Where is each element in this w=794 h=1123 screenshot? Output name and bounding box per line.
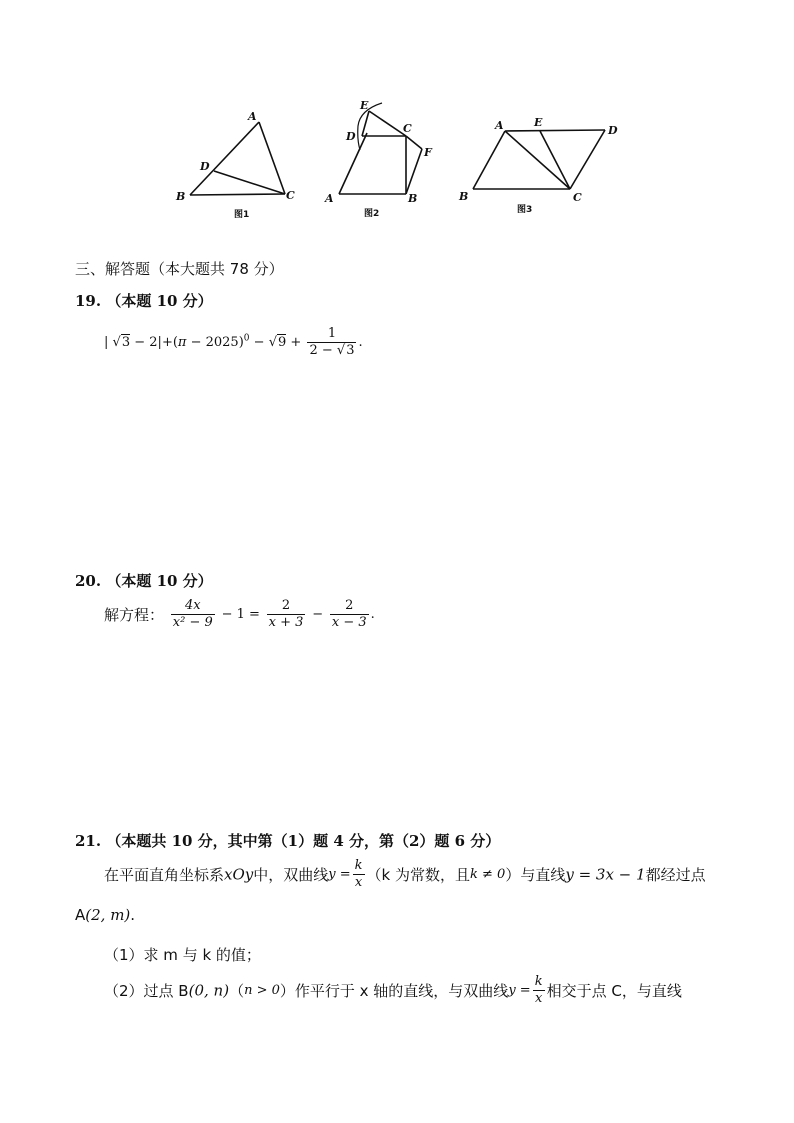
q21-points: （本题共 10 分，其中第（1）题 4 分，第（2）题 6 分） xyxy=(106,832,501,850)
q19-minus-sqrt: − xyxy=(253,335,265,350)
q21-p2-fraction-k-x xyxy=(533,974,545,1007)
q19-minus2: − 2 xyxy=(134,335,158,350)
q20-f2-num: 2 xyxy=(267,598,306,615)
q20-f1-den: x² − 9 xyxy=(172,615,213,630)
q21-part-1: （1）求 m 与 k 的值； xyxy=(104,946,261,964)
figure-2 xyxy=(320,92,450,227)
q21-p2-t1: （2）过点 B xyxy=(104,982,189,1000)
fig1-caption: 图1 xyxy=(234,210,250,220)
q20-fraction-1 xyxy=(171,598,215,631)
fig3-label-c: C xyxy=(573,191,582,204)
q19-exponent: 0 xyxy=(243,333,250,344)
q21-l1-t3: （k 为常数，且 xyxy=(366,866,470,884)
q20-f1-num: 4x xyxy=(171,598,215,615)
q20-f3-den: x − 3 xyxy=(331,615,367,630)
q21-p2-frac-x: x xyxy=(534,991,543,1006)
q19-abs-close: | xyxy=(157,335,162,350)
fig3-label-a: A xyxy=(495,119,504,132)
fig3-line-ec xyxy=(540,131,570,189)
fig1-line-ac xyxy=(259,122,285,194)
section-title: 三、解答题（本大题共 78 分） xyxy=(75,260,284,278)
q19-abs-open: | xyxy=(104,335,109,350)
fig2-label-e: E xyxy=(360,99,369,112)
fig1-label-b: B xyxy=(176,190,186,203)
q19-header xyxy=(75,290,213,311)
q19-frac-den-sqrt: 3 xyxy=(346,343,355,358)
q21-line-2 xyxy=(75,906,135,924)
q21-k-ne: k ≠ 0 xyxy=(470,867,506,882)
fig3-line-ad xyxy=(505,130,605,131)
q21-line-eq: y = 3x − 1 xyxy=(565,865,646,884)
q19-number: 19. xyxy=(75,292,102,310)
q19-plus: + xyxy=(290,335,302,350)
q20-minus: − xyxy=(312,607,324,622)
fig2-label-a: A xyxy=(325,192,334,205)
q20-fraction-3 xyxy=(330,598,369,631)
q19-sqrt9: 9 xyxy=(278,335,287,350)
q20-points: （本题 10 分） xyxy=(106,572,213,590)
fig3-line-ac xyxy=(505,131,570,189)
figure-3 xyxy=(455,112,630,222)
fig2-line-ec xyxy=(369,111,406,136)
fig2-line-fb xyxy=(406,149,422,194)
q19-frac-num: 1 xyxy=(307,326,356,343)
q20-f3-num: 2 xyxy=(330,598,369,615)
q21-y-eq: y = xyxy=(328,867,351,882)
q21-p2-t3: ）作平行于 x 轴的直线，与双曲线 xyxy=(279,982,509,1000)
fig3-label-e: E xyxy=(534,116,543,129)
q20-fraction-2 xyxy=(267,598,306,631)
q21-header xyxy=(75,830,500,851)
fig3-label-d: D xyxy=(608,124,618,137)
q21-line-1 xyxy=(104,858,706,891)
fig3-caption: 图3 xyxy=(517,205,533,215)
q21-frac-k: k xyxy=(354,858,363,873)
q21-p2-y-eq: y = xyxy=(508,983,531,998)
q21-l1-t2: 中，双曲线 xyxy=(253,866,329,884)
fig3-line-dc xyxy=(570,130,605,189)
fig3-label-b: B xyxy=(459,190,469,203)
q20-number: 20. xyxy=(75,572,102,590)
figure-1 xyxy=(170,108,310,228)
q20-label: 解方程： xyxy=(104,606,165,624)
q21-l1-t5: 都经过点 xyxy=(645,866,706,884)
q19-fraction xyxy=(307,326,356,359)
q21-p2-t4: 相交于点 C，与直线 xyxy=(546,982,682,1000)
fig1-label-a: A xyxy=(248,110,257,123)
q19-plus-paren: +( xyxy=(161,335,178,350)
q19-expression: | $√3 - 2|+(\pi - 2025)^0 - √9$ + $\frac{1}{2 - √3}$ . xyxy=(104,326,363,358)
q19-minus-year: − 2025) xyxy=(190,335,244,350)
q19-sqrt3: 3 xyxy=(121,335,131,350)
fig1-line-dc xyxy=(214,171,285,194)
q20-equation xyxy=(104,598,375,631)
q20-f2-den: x + 3 xyxy=(268,615,304,630)
q21-fraction-k-x xyxy=(353,858,365,891)
q21-p2-t2: （ xyxy=(229,982,245,1000)
q21-part-2 xyxy=(104,974,682,1007)
fig1-label-d: D xyxy=(200,160,210,173)
q20-minus1: − 1 = xyxy=(221,607,260,622)
q19-end: . xyxy=(358,335,363,350)
q21-l2-end: . xyxy=(130,906,136,924)
q19-pi: π xyxy=(177,335,187,350)
fig1-line-ba xyxy=(190,122,259,195)
q21-p2-frac-k: k xyxy=(534,974,543,989)
q21-point-a-coord: (2, m) xyxy=(85,906,131,924)
fig2-label-b: B xyxy=(408,192,418,205)
q21-point-b-coord: (0, n) xyxy=(188,981,230,1000)
q21-xoy: xOy xyxy=(224,865,254,884)
fig2-label-c: C xyxy=(403,122,412,135)
q19-frac-den-2: 2 − xyxy=(309,343,333,358)
fig2-label-f: F xyxy=(424,146,432,159)
q21-point-a: A xyxy=(75,906,86,924)
fig2-caption: 图2 xyxy=(364,209,380,219)
fig3-line-ba xyxy=(473,131,505,189)
fig2-line-cf xyxy=(406,136,422,149)
q20-header xyxy=(75,570,213,591)
q19-frac-den: 2 − √3 xyxy=(309,343,355,358)
fig1-label-c: C xyxy=(286,189,295,202)
q21-l1-t1: 在平面直角坐标系 xyxy=(104,866,225,884)
q21-n-cond: n > 0 xyxy=(244,983,280,998)
fig1-line-bc xyxy=(190,194,285,195)
fig2-label-d: D xyxy=(346,130,356,143)
q21-number: 21. xyxy=(75,832,102,850)
q21-l1-t4: ）与直线 xyxy=(505,866,566,884)
q20-end: . xyxy=(370,607,375,622)
q19-points: （本题 10 分） xyxy=(106,292,213,310)
q21-frac-x: x xyxy=(354,875,363,890)
